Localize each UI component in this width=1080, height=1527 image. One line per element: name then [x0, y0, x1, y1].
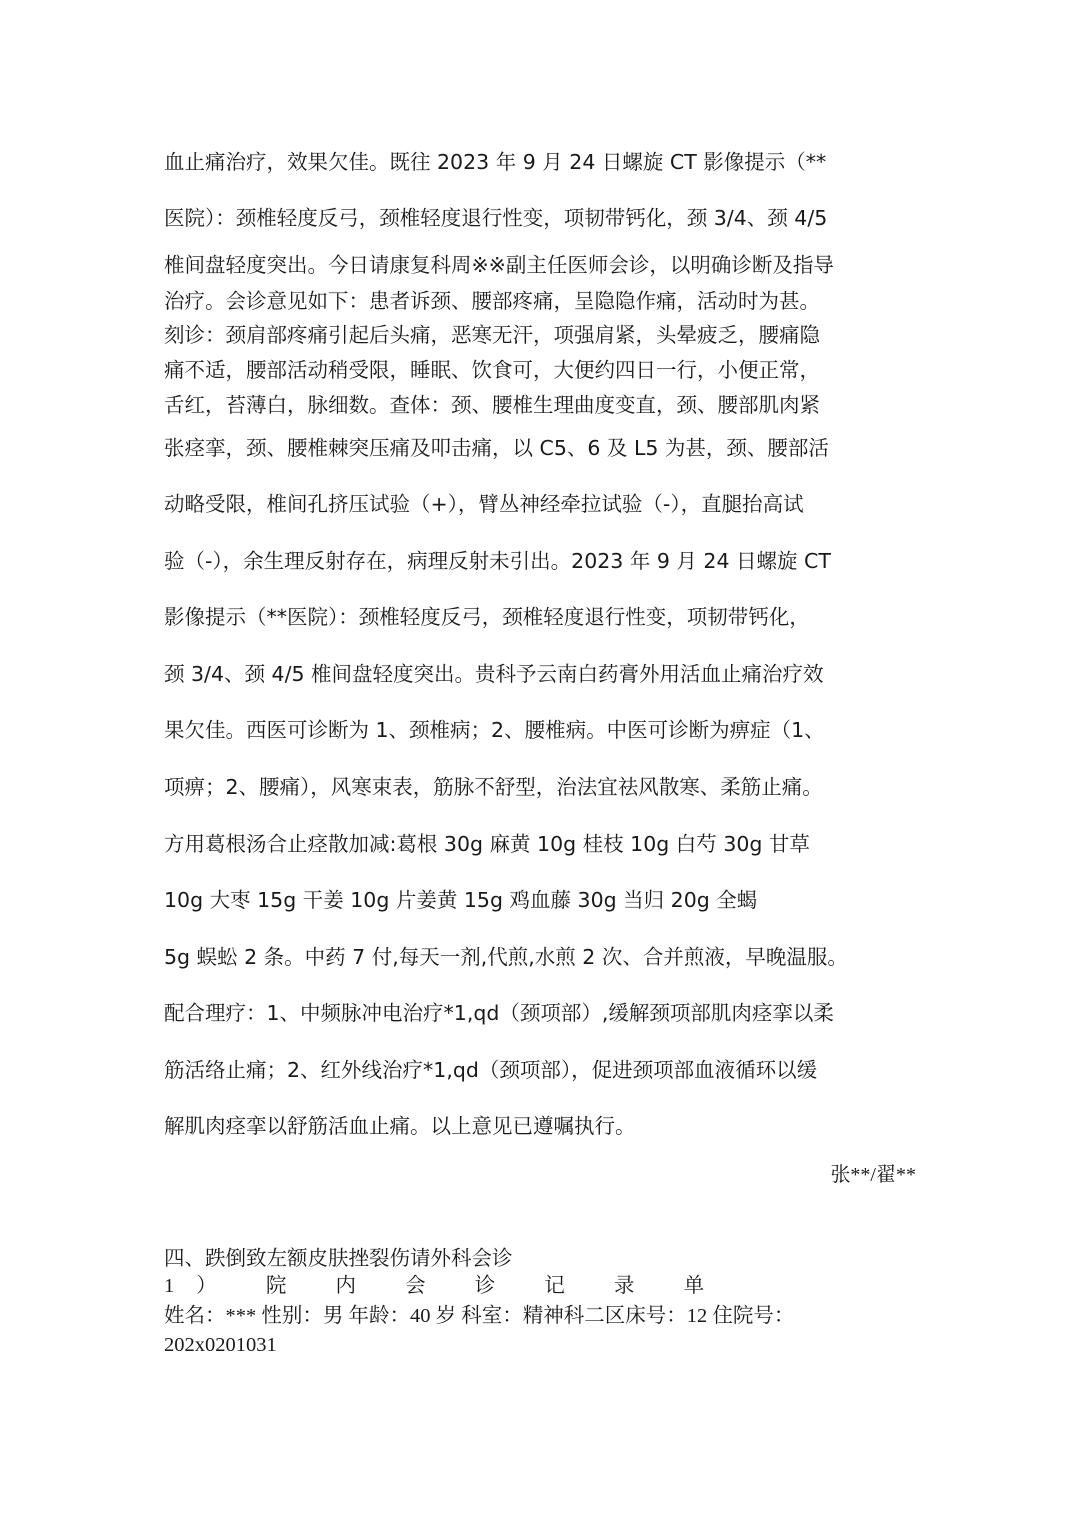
paragraph-line: 椎间盘轻度突出。今日请康复科周※※副主任医师会诊，以明确诊断及指导: [164, 253, 834, 277]
paragraph-line: 验（-），余生理反射存在，病理反射未引出。2023 年 9 月 24 日螺旋 CT: [164, 549, 831, 573]
paragraph-line: 5g 蜈蚣 2 条。中药 7 付,每天一剂,代煎,水煎 2 次、合并煎液，早晚温服。: [164, 945, 848, 969]
paragraph-line: 果欠佳。西医可诊断为 1、颈椎病；2、腰椎病。中医可诊断为痹症（1、: [164, 718, 825, 742]
paragraph-line: 血止痛治疗，效果欠佳。既往 2023 年 9 月 24 日螺旋 CT 影像提示（**: [164, 150, 827, 174]
paragraph-line: 动略受限，椎间孔挤压试验（+），臂丛神经牵拉试验（-），直腿抬高试: [164, 492, 804, 516]
paragraph-line: 方用葛根汤合止痉散加减:葛根 30g 麻黄 10g 桂枝 10g 白芍 30g 甘草: [164, 832, 810, 856]
paragraph-line: 医院）：颈椎轻度反弓，颈椎轻度退行性变，项韧带钙化，颈 3/4、颈 4/5: [164, 206, 828, 230]
signature: 张**/翟**: [830, 1164, 916, 1186]
paragraph-line: 项痹；2、腰痛），风寒束表，筋脉不舒型，治法宜祛风散寒、柔筋止痛。: [164, 775, 823, 799]
paragraph-line: 痛不适，腰部活动稍受限，睡眠、饮食可，大便约四日一行，小便正常，: [164, 358, 820, 382]
form-title: 1） 院 内 会 诊 记 录 单: [164, 1275, 727, 1297]
patient-info-line: 姓名：*** 性别：男 年龄：40 岁 科室：精神科二区床号：12 住院号：: [164, 1305, 795, 1327]
paragraph-line: 治疗。会诊意见如下：患者诉颈、腰部疼痛，呈隐隐作痛，活动时为甚。: [164, 289, 820, 313]
paragraph-line: 舌红，苔薄白，脉细数。查体：颈、腰椎生理曲度变直，颈、腰部肌肉紧: [164, 393, 820, 417]
paragraph-line: 张痉挛，颈、腰椎棘突压痛及叩击痛，以 C5、6 及 L5 为甚，颈、腰部活: [164, 436, 829, 460]
paragraph-line: 刻诊：颈肩部疼痛引起后头痛，恶寒无汗，项强肩紧，头晕疲乏，腰痛隐: [164, 323, 820, 347]
paragraph-line: 筋活络止痛；2、红外线治疗*1,qd（颈项部），促进颈项部血液循环以缓: [164, 1058, 818, 1082]
paragraph-line: 配合理疗：1、中频脉冲电治疗*1,qd（颈项部）,缓解颈项部肌肉痉挛以柔: [164, 1001, 834, 1025]
section-heading: 四、跌倒致左额皮肤挫裂伤请外科会诊: [164, 1248, 513, 1270]
paragraph-line: 解肌肉痉挛以舒筋活血止痛。以上意见已遵嘱执行。: [164, 1114, 636, 1138]
paragraph-line: 影像提示（**医院）：颈椎轻度反弓，颈椎轻度退行性变，项韧带钙化，: [164, 605, 810, 629]
paragraph-line: 颈 3/4、颈 4/5 椎间盘轻度突出。贵科予云南白药膏外用活血止痛治疗效: [164, 662, 824, 686]
patient-id: 202x0201031: [164, 1334, 277, 1356]
paragraph-line: 10g 大枣 15g 干姜 10g 片姜黄 15g 鸡血藤 30g 当归 20g 全蝎: [164, 888, 758, 912]
